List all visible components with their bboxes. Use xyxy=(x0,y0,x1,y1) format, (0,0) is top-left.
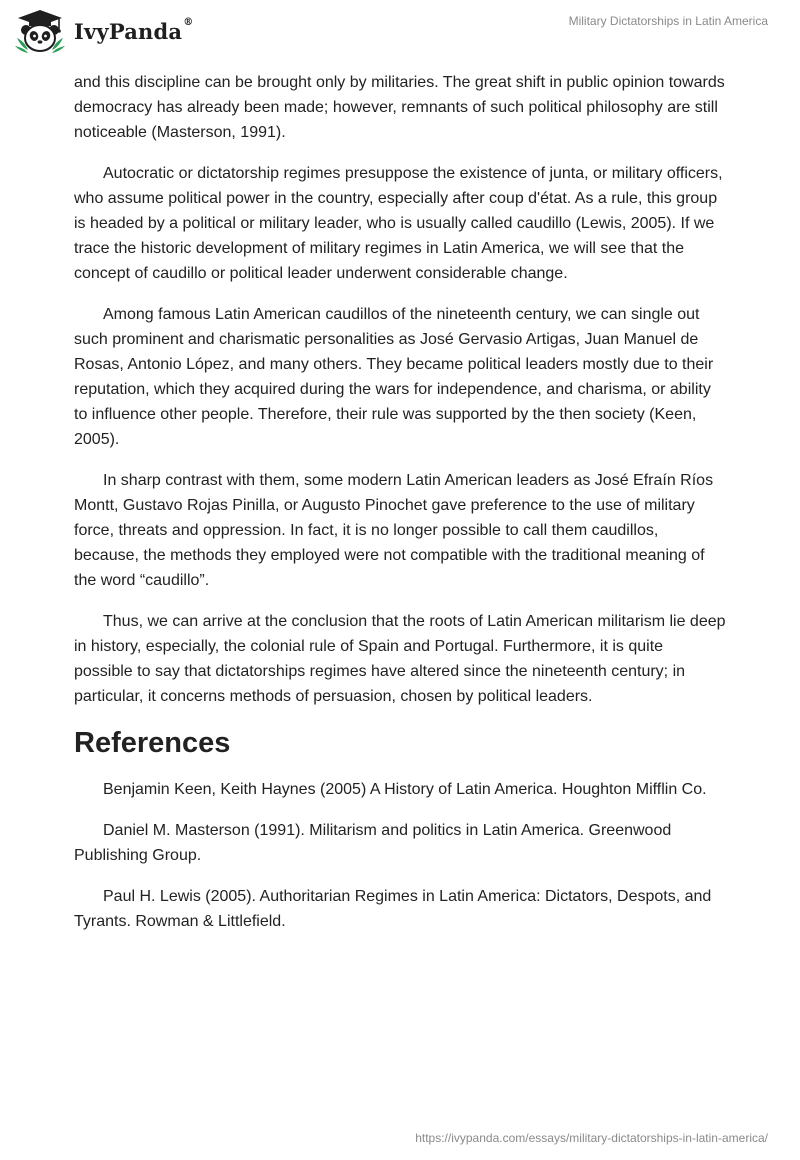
body-paragraph: Among famous Latin American caudillos of the nineteenth century, we can single out such prominent and charismatic personalities as José Gervasio Artigas, Juan Manuel de Rosas, Antonio López, and many others. They became political leaders mostly due to their reputation, which they acquired during the wars for independence, and charisma, or ability to influence other people. Therefore, their rule was supported by the then society (Keen, 2005). xyxy=(74,306,714,448)
essay-content xyxy=(74,70,726,950)
body-paragraph: and this discipline can be brought only by militaries. The great shift in public opinion towards democracy has already been made; however, remnants of such political philosophy are still noticeable (Masterson, 1991). xyxy=(74,74,725,141)
logo-wordmark xyxy=(74,16,194,44)
page-header xyxy=(0,0,800,62)
references-heading: References xyxy=(74,727,231,759)
logo-wordmark-text: IvyPanda xyxy=(74,18,183,44)
registered-mark: ® xyxy=(183,16,194,28)
body-paragraph: Thus, we can arrive at the conclusion that the roots of Latin American militarism lie deep in history, especially, the colonial rule of Spain and Portugal. Furthermore, it is quite possible to say that dictatorships regimes have altered since the nineteenth century; in particular, it concerns methods of persuasion, chosen by political leaders. xyxy=(74,613,726,705)
panda-graduate-icon xyxy=(14,8,66,54)
source-url[interactable]: https://ivypanda.com/essays/military-dictatorships-in-latin-america/ xyxy=(415,1131,768,1145)
body-paragraph: Autocratic or dictatorship regimes presuppose the existence of junta, or military officers, who assume political power in the country, especially after coup d'état. As a rule, this group is headed by a political or military leader, who is usually called caudillo (Lewis, 2005). If we trace the historic development of military regimes in Latin America, we will see that the concept of caudillo or political leader underwent considerable change. xyxy=(74,165,723,282)
document-title: Military Dictatorships in Latin America xyxy=(568,14,768,28)
ivypanda-logo[interactable] xyxy=(14,8,193,54)
body-paragraph: In sharp contrast with them, some modern Latin American leaders as José Efraín Ríos Montt, Gustavo Rojas Pinilla, or Augusto Pinochet gave preference to the use of military force, threats and oppression. In fact, it is no longer possible to call them caudillos, because, the methods they employed were not compatible with the traditional meaning of the word “caudillo”. xyxy=(74,472,714,589)
reference-item: Daniel M. Masterson (1991). Militarism and politics in Latin America. Greenwood Publishing Group. xyxy=(74,822,672,864)
reference-item: Benjamin Keen, Keith Haynes (2005) A History of Latin America. Houghton Mifflin Co. xyxy=(103,781,707,798)
reference-item: Paul H. Lewis (2005). Authoritarian Regimes in Latin America: Dictators, Despots, and Tyrants. Rowman & Littlefield. xyxy=(74,888,712,930)
